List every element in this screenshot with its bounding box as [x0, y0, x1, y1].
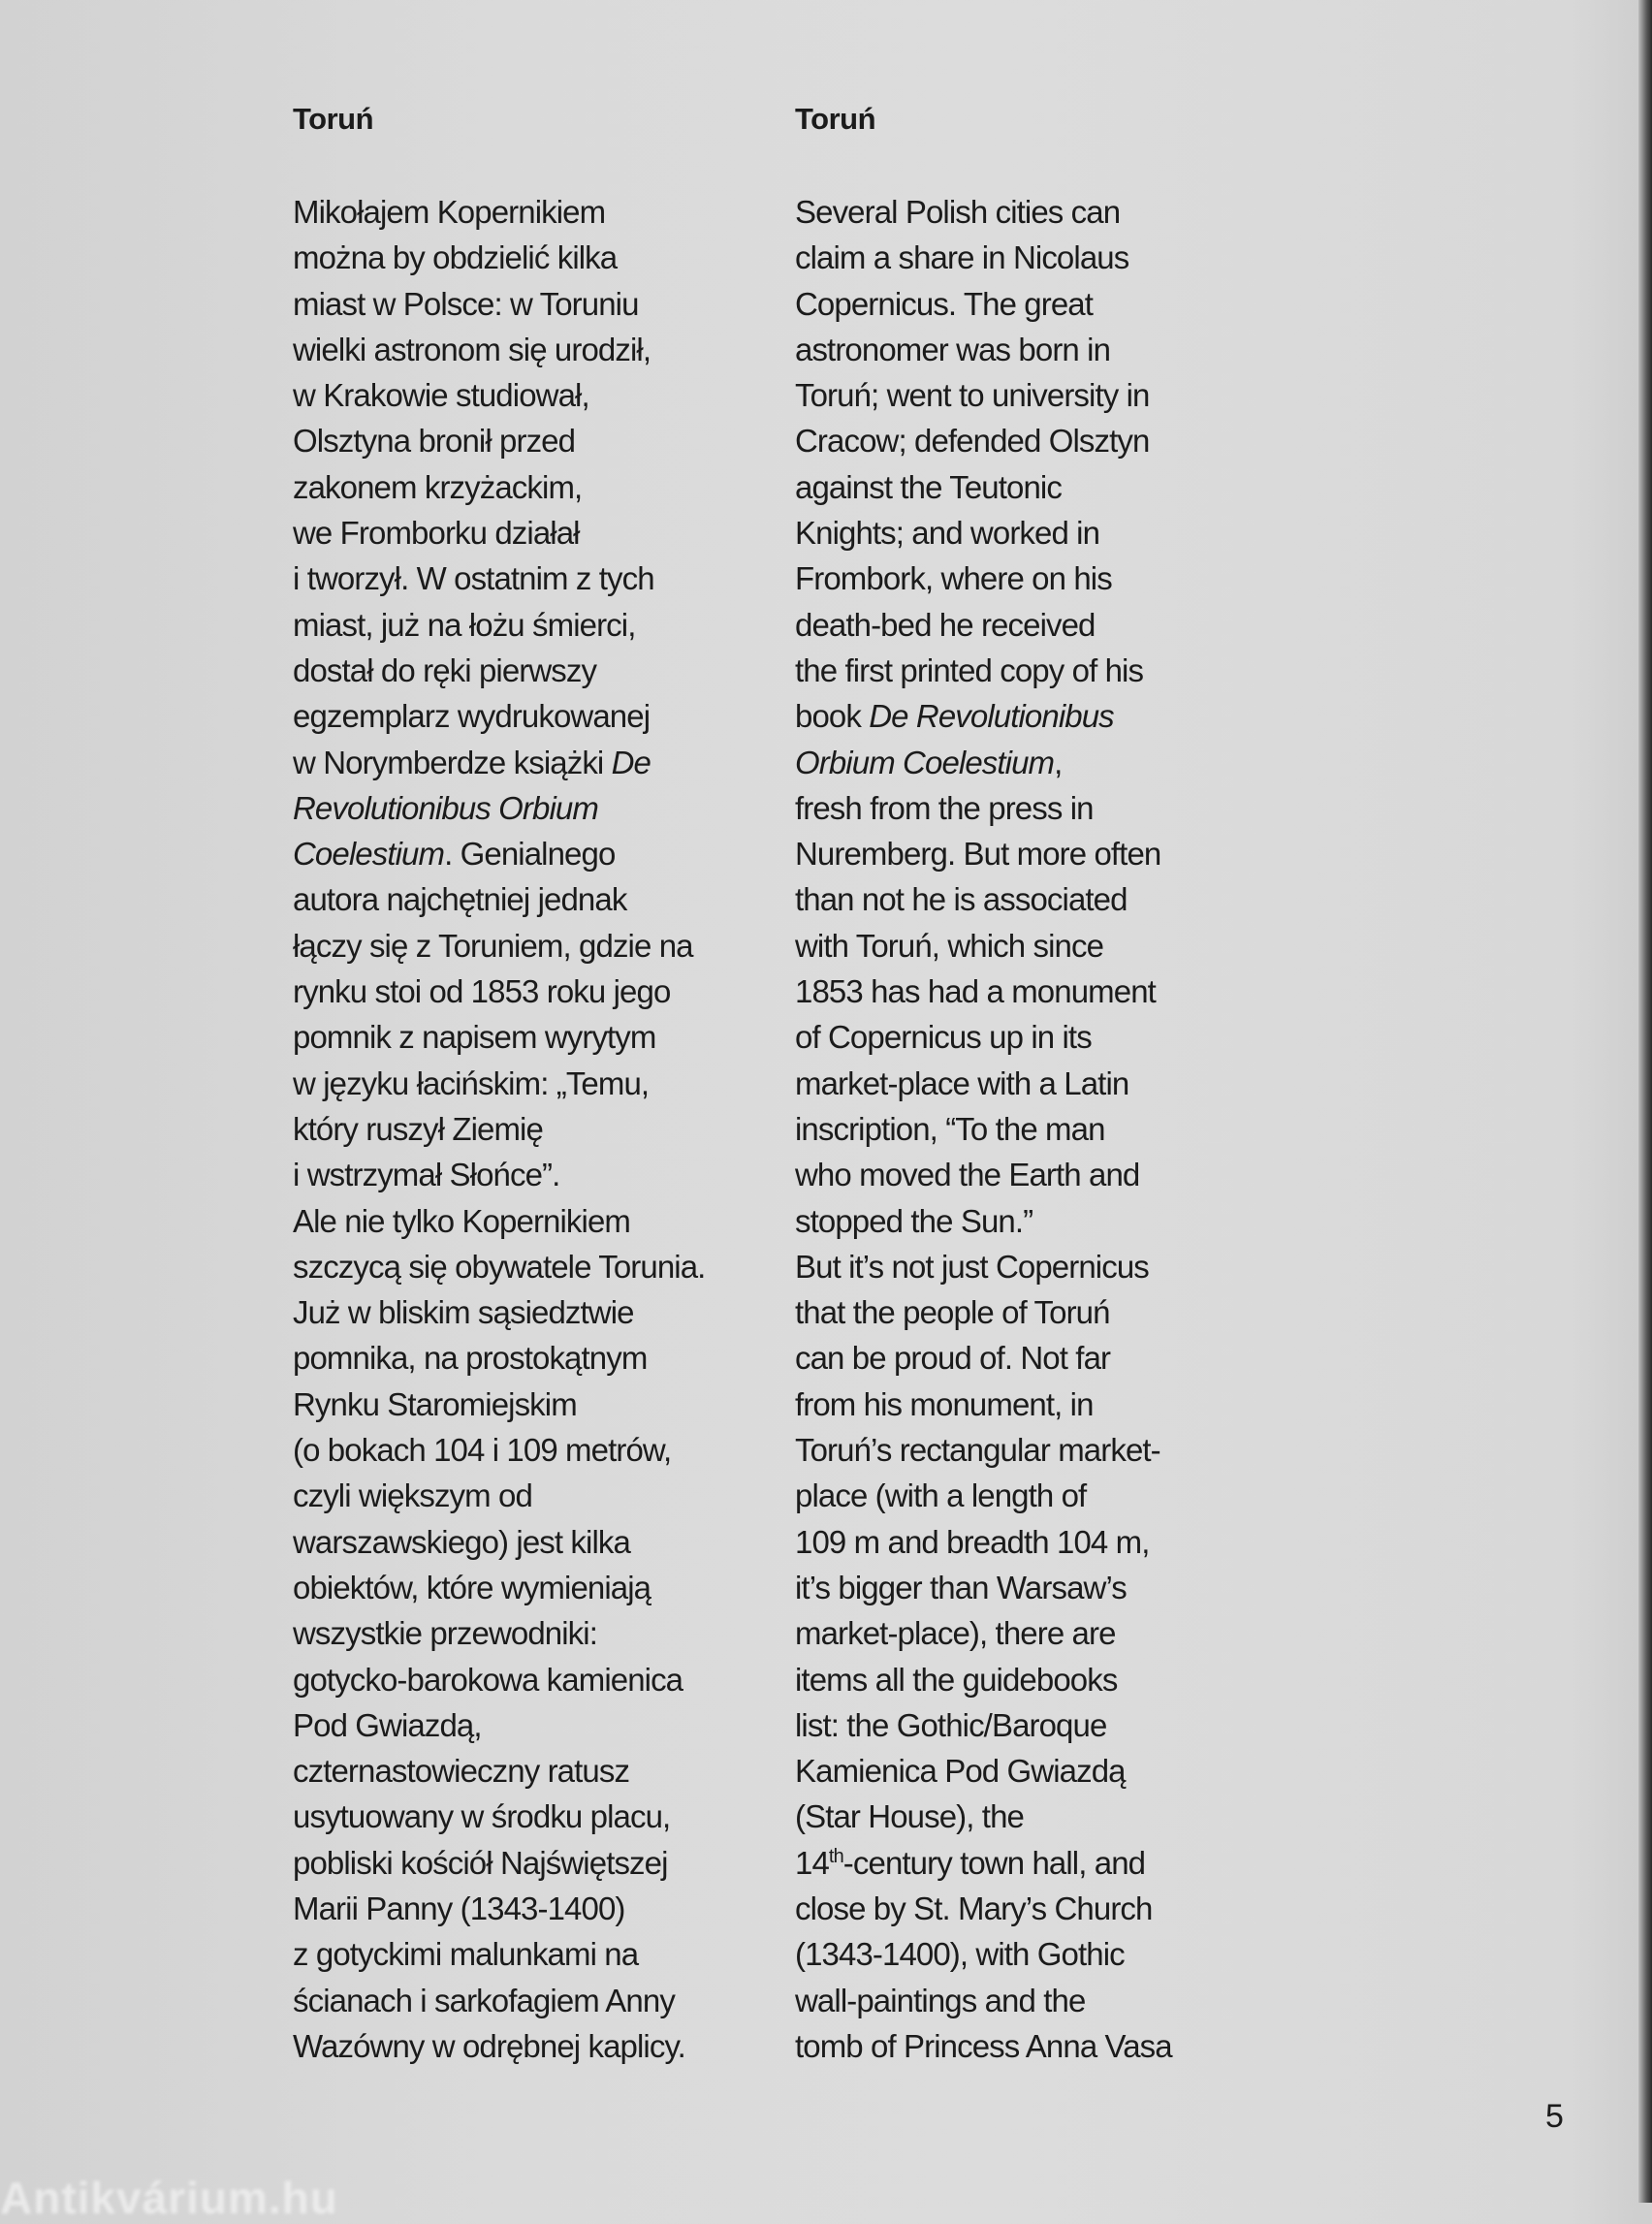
text-line: [795, 281, 1172, 327]
text-segment: place (with a length of: [795, 1477, 1087, 1514]
text-segment: it’s bigger than Warsaw’s: [795, 1569, 1127, 1605]
text-segment: Rynku Staromiejskim: [293, 1385, 577, 1422]
text-segment: w Krakowie studiował,: [293, 377, 589, 414]
text-line: [293, 1289, 705, 1335]
italic-text: Coelestium: [293, 836, 445, 873]
text-segment: w języku łacińskim: „Temu,: [293, 1064, 650, 1101]
text-segment: łączy się z Toruniem, gdzie na: [293, 927, 693, 964]
text-line: [795, 510, 1172, 556]
text-line: [293, 648, 705, 693]
text-segment: Nuremberg. But more often: [795, 836, 1161, 873]
text-segment: items all the guidebooks: [795, 1661, 1118, 1698]
text-line: [293, 693, 705, 739]
text-line: [795, 1106, 1172, 1152]
text-segment: egzemplarz wydrukowanej: [293, 698, 651, 735]
text-line: [795, 1610, 1172, 1656]
text-line: [293, 418, 705, 463]
text-segment: Toruń; went to university in: [795, 377, 1150, 414]
text-segment: (o bokach 104 i 109 metrów,: [293, 1432, 672, 1469]
english-column: [795, 97, 1172, 2069]
text-segment: the first printed copy of his: [795, 651, 1144, 688]
text-line: [795, 831, 1172, 876]
text-line: [293, 1198, 705, 1244]
text-segment: pomnika, na prostokątnym: [293, 1340, 648, 1377]
text-line: [293, 1610, 705, 1656]
text-line: [293, 1382, 705, 1427]
text-line: [795, 923, 1172, 969]
superscript-text: th: [828, 1845, 843, 1867]
text-line: [293, 1519, 705, 1565]
text-line: [293, 281, 705, 327]
text-segment: miast w Polsce: w Toruniu: [293, 285, 639, 322]
text-line: [795, 1565, 1172, 1610]
text-segment: Copernicus. The great: [795, 285, 1094, 322]
text-line: [795, 1748, 1172, 1794]
text-line: [293, 831, 705, 876]
text-line: [293, 1152, 705, 1197]
text-line: [293, 1335, 705, 1381]
text-line: [293, 1748, 705, 1794]
text-line: [795, 648, 1172, 693]
text-line: [293, 556, 705, 601]
text-segment: wszystkie przewodniki:: [293, 1615, 597, 1652]
english-body: [795, 189, 1172, 2069]
text-segment: list: the Gothic/Baroque: [795, 1706, 1107, 1743]
text-line: [293, 464, 705, 510]
text-segment: Frombork, where on his: [795, 560, 1112, 597]
text-segment: ,: [1054, 744, 1063, 780]
text-line: [795, 1244, 1172, 1289]
text-segment: . Genialnego: [444, 836, 616, 873]
text-segment: claim a share in Nicolaus: [795, 239, 1129, 276]
text-line: [795, 1427, 1172, 1473]
page-number: 5: [1545, 2098, 1564, 2135]
text-segment: astronomer was born in: [795, 331, 1111, 367]
text-segment: Marii Panny (1343-1400): [293, 1890, 625, 1926]
text-segment: But it’s not just Copernicus: [795, 1248, 1149, 1285]
text-line: [795, 418, 1172, 463]
text-segment: warszawskiego) jest kilka: [293, 1523, 630, 1560]
text-segment: 1853 has had a monument: [795, 973, 1156, 1010]
text-segment: w Norymberdze książki: [293, 744, 612, 780]
text-segment: we Fromborku działał: [293, 515, 580, 552]
text-line: [795, 1198, 1172, 1244]
text-segment: (Star House), the: [795, 1798, 1024, 1835]
text-line: [795, 327, 1172, 372]
text-segment: 109 m and breadth 104 m,: [795, 1523, 1150, 1560]
italic-text: De Revolutionibus: [869, 698, 1114, 735]
text-line: [293, 235, 705, 280]
polish-column: [293, 97, 705, 2069]
polish-heading: Toruń: [293, 102, 374, 136]
text-segment: that the people of Toruń: [795, 1294, 1110, 1331]
text-segment: market-place with a Latin: [795, 1064, 1129, 1101]
text-segment: Knights; and worked in: [795, 515, 1100, 552]
text-line: [293, 1931, 705, 1977]
watermark: Antikvárium.hu: [0, 2173, 338, 2223]
text-line: [795, 372, 1172, 418]
text-line: [795, 1931, 1172, 1977]
text-line: [795, 1519, 1172, 1565]
text-segment: tomb of Princess Anna Vasa: [795, 2027, 1172, 2064]
italic-text: Orbium Coelestium: [795, 744, 1055, 780]
text-line: [795, 969, 1172, 1014]
text-line: [795, 1014, 1172, 1060]
text-segment: who moved the Earth and: [795, 1157, 1140, 1193]
text-segment: 14: [795, 1844, 829, 1881]
text-segment: czyli większym od: [293, 1477, 532, 1514]
text-segment: dostał do ręki pierwszy: [293, 651, 597, 688]
text-line: [293, 1978, 705, 2023]
text-segment: Olsztyna bronił przed: [293, 423, 576, 460]
text-segment: with Toruń, which since: [795, 927, 1104, 964]
text-segment: ścianach i sarkofagiem Anny: [293, 1982, 675, 2018]
text-line: [293, 1061, 705, 1106]
text-line: [795, 602, 1172, 648]
text-line: [293, 969, 705, 1014]
text-segment: wall-paintings and the: [795, 1982, 1086, 2018]
text-segment: from his monument, in: [795, 1385, 1094, 1422]
text-line: [795, 464, 1172, 510]
text-line: [795, 876, 1172, 922]
text-line: [293, 923, 705, 969]
text-segment: Cracow; defended Olsztyn: [795, 423, 1150, 460]
text-segment: of Copernicus up in its: [795, 1019, 1092, 1056]
text-segment: pomnik z napisem wyrytym: [293, 1019, 656, 1056]
text-segment: szczycą się obywatele Torunia.: [293, 1248, 706, 1285]
text-line: [795, 1061, 1172, 1106]
text-line: [795, 1473, 1172, 1518]
text-segment: death-bed he received: [795, 606, 1096, 643]
text-segment: z gotyckimi malunkami na: [293, 1936, 639, 1973]
text-line: [795, 1289, 1172, 1335]
text-segment: Ale nie tylko Kopernikiem: [293, 1202, 631, 1239]
text-line: [293, 1840, 705, 1886]
text-segment: rynku stoi od 1853 roku jego: [293, 973, 671, 1010]
text-line: [293, 1565, 705, 1610]
text-segment: Toruń’s rectangular market-: [795, 1432, 1160, 1469]
text-line: [293, 372, 705, 418]
text-line: [293, 327, 705, 372]
text-line: [795, 1335, 1172, 1381]
italic-text: De: [611, 744, 651, 780]
text-line: [293, 1886, 705, 1931]
text-line: [293, 189, 705, 235]
text-line: [795, 785, 1172, 831]
text-line: [795, 1702, 1172, 1748]
text-segment: pobliski kościół Najświętszej: [293, 1844, 668, 1881]
text-line: [795, 1382, 1172, 1427]
text-segment: Już w bliskim sąsiedztwie: [293, 1294, 634, 1331]
text-segment: stopped the Sun.”: [795, 1202, 1033, 1239]
text-segment: (1343-1400), with Gothic: [795, 1936, 1125, 1973]
text-segment: inscription, “To the man: [795, 1110, 1105, 1147]
text-line: [795, 1886, 1172, 1931]
text-segment: wielki astronom się urodził,: [293, 331, 651, 367]
text-line: [293, 876, 705, 922]
text-line: [293, 740, 705, 785]
text-segment: Wazówny w odrębnej kaplicy.: [293, 2027, 685, 2064]
text-line: [795, 2023, 1172, 2069]
text-segment: autora najchętniej jednak: [293, 881, 627, 918]
text-line: [795, 1978, 1172, 2023]
text-segment: can be proud of. Not far: [795, 1340, 1111, 1377]
text-line: [293, 602, 705, 648]
text-segment: Mikołajem Kopernikiem: [293, 194, 606, 230]
text-segment: miast, już na łożu śmierci,: [293, 606, 636, 643]
page-edge-shadow: [1638, 0, 1652, 2203]
text-line: [293, 1657, 705, 1702]
polish-body: [293, 189, 705, 2069]
text-line: [293, 510, 705, 556]
text-segment: against the Teutonic: [795, 468, 1062, 505]
text-segment: można by obdzielić kilka: [293, 239, 618, 276]
text-segment: Kamienica Pod Gwiazdą: [795, 1753, 1126, 1790]
text-segment: Pod Gwiazdą,: [293, 1706, 482, 1743]
text-segment: close by St. Mary’s Church: [795, 1890, 1153, 1926]
text-segment: Several Polish cities can: [795, 194, 1121, 230]
text-line: [795, 1794, 1172, 1839]
text-line: [293, 1473, 705, 1518]
text-line: [293, 1106, 705, 1152]
text-line: [293, 1794, 705, 1839]
italic-text: Revolutionibus Orbium: [293, 789, 598, 826]
text-line: [293, 1014, 705, 1060]
text-line: [293, 785, 705, 831]
text-segment: market-place), there are: [795, 1615, 1116, 1652]
text-line: [795, 1152, 1172, 1197]
text-segment: który ruszył Ziemię: [293, 1110, 543, 1147]
text-line: [795, 740, 1172, 785]
text-line: [293, 1702, 705, 1748]
text-line: [795, 556, 1172, 601]
text-line: [795, 189, 1172, 235]
text-segment: usytuowany w środku placu,: [293, 1798, 671, 1835]
text-segment: fresh from the press in: [795, 789, 1094, 826]
text-segment: i tworzył. W ostatnim z tych: [293, 560, 654, 597]
text-line: [293, 1427, 705, 1473]
text-line: [293, 1244, 705, 1289]
text-segment: gotycko-barokowa kamienica: [293, 1661, 683, 1698]
text-line: [795, 693, 1172, 739]
text-line: [795, 1840, 1172, 1886]
text-segment: obiektów, które wymieniają: [293, 1569, 651, 1605]
text-line: [795, 235, 1172, 280]
text-segment: czternastowieczny ratusz: [293, 1753, 630, 1790]
text-line: [795, 1657, 1172, 1702]
english-heading: Toruń: [795, 102, 876, 136]
text-segment: -century town hall, and: [842, 1844, 1146, 1881]
text-segment: i wstrzymał Słońce”.: [293, 1157, 560, 1193]
text-segment: book: [795, 698, 870, 735]
text-segment: than not he is associated: [795, 881, 1128, 918]
text-line: [293, 2023, 705, 2069]
text-segment: zakonem krzyżackim,: [293, 468, 583, 505]
